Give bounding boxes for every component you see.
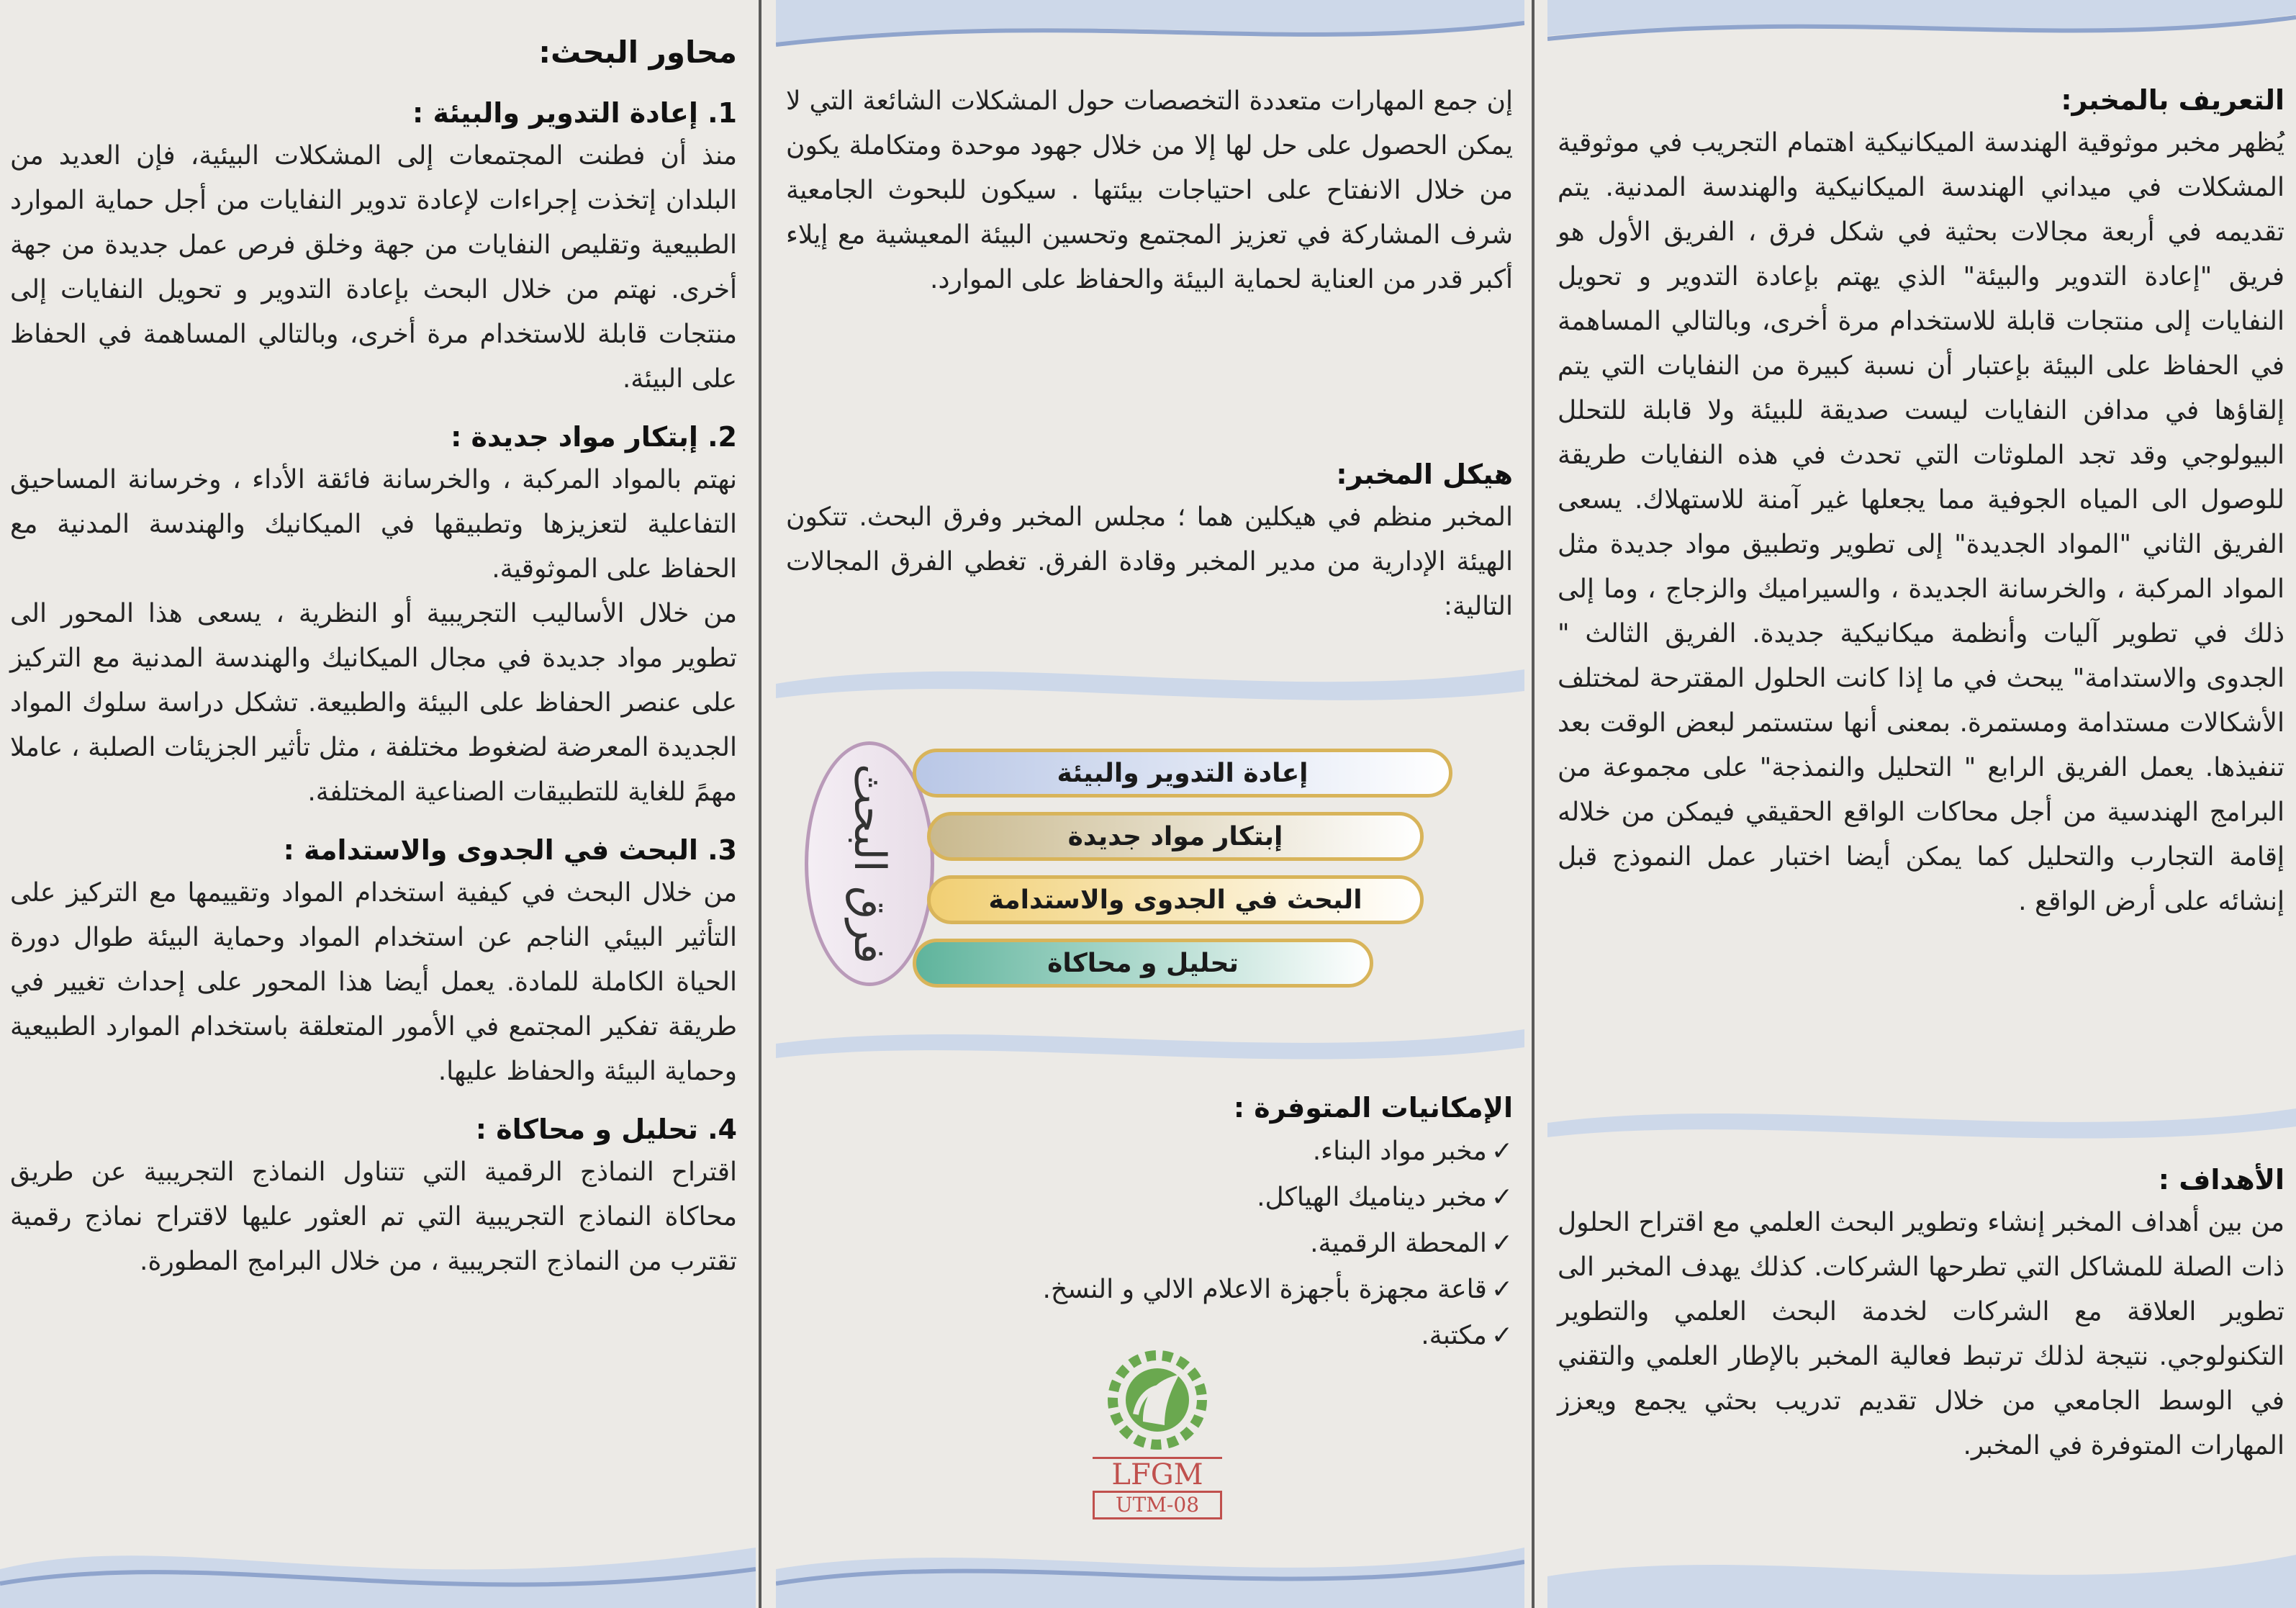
facilities-heading: الإمكانيات المتوفرة : [1233,1092,1513,1124]
facility-item: ✓المحطة الرقمية. [1310,1229,1513,1258]
team-analysis-simulation [913,939,1373,988]
definition-block [1558,79,2284,924]
axis-paragraph-3: من خلال البحث في كيفية استخدام المواد وتقييمها مع التركيز على التأثير البيئي الناجم عن استخدام المواد وحماية البيئة طوال دورة الحياة الكاملة للمادة. يعمل أيضا هذا المحور على إحداث تغيير في طريقة تفكير المجتمع في الأمور المتعلقة باستخدام الموارد الطبيعية وحماية البيئة والحفاظ عليها. [10,878,737,1086]
bottom-wave-decoration-mid [776,1526,1524,1608]
axis-paragraph-1: منذ أن فطنت المجتمعات إلى المشكلات البيئية، فإن العديد من البلدان إتخذت إجراءات لإعادة تدوير النفايات من أجل حماية الموارد الطبيعية وتقليص النفايات من جهة وخلق فرص عمل جديدة من جهة أخرى. نهتم من خلال البحث بإعادة التدوير و تحويل النفايات إلى منتجات قابلة للاستخدام مرة أخرى، وبالتالي المساهمة في الحفاظ على البيئة. [10,141,737,394]
panel-research-axes [0,0,756,1608]
axis-heading-1: 1. إعادة التدوير والبيئة : [412,97,737,129]
team-feasibility-sustainability [927,875,1424,924]
team-label-2: إبتكار مواد جديدة [1067,821,1283,852]
definition-heading: التعريف بالمخبر: [2061,84,2284,116]
panel-lab-definition [1547,0,2296,1608]
axis-paragraph-4: اقتراح النماذج الرقمية التي تتناول النماذج التجريبية عن طريق محاكاة النماذج التجريبية التي تم العثور عليها لاقتراح نماذج رقمية تقترب من النماذج التجريبية ، من خلال البرامج المطورة. [10,1157,737,1276]
mid-wave-decoration-1 [776,648,1524,705]
team-label-4: تحليل و محاكاة [1047,948,1239,978]
axis-section-1 [10,92,737,402]
axis-section-4 [10,1108,737,1284]
facility-item: ✓مخبر ديناميك الهياكل. [1257,1183,1513,1212]
axis-section-3 [10,829,737,1094]
team-new-materials [927,812,1424,861]
fold-divider-left [759,0,761,1608]
structure-paragraph: المخبر منظم في هيكلين هما ؛ مجلس المخبر وفرق البحث. تتكون الهيئة الإدارية من مدير المخبر وقادة الفرق. تغطي الفرق المجالات التالية: [786,502,1513,621]
research-axes-title: محاور البحث: [538,35,737,70]
lab-logo [1093,1346,1222,1517]
check-icon: ✓ [1491,1321,1513,1350]
bottom-wave-decoration [0,1519,756,1608]
axis-section-2 [10,416,737,815]
team-label-3: البحث في الجدوى والاستدامة [988,885,1362,915]
facility-item: ✓مخبر مواد البناء. [1312,1137,1513,1166]
facility-item: ✓مكتبة. [1421,1321,1513,1350]
facilities-block [786,1087,1513,1359]
check-icon: ✓ [1491,1275,1513,1304]
top-wave-decoration-right [1547,0,2296,65]
intro-block [786,79,1513,302]
team-recycling-environment [913,749,1452,798]
mid-wave-decoration-right [1547,1094,2296,1144]
top-wave-decoration [776,0,1524,65]
check-icon: ✓ [1491,1183,1513,1212]
intro-paragraph: إن جمع المهارات متعددة التخصصات حول المشكلات الشائعة التي لا يمكن الحصول على حل لها إلا من خلال جهود موحدة ومتكاملة يكون من خلال الانفتاح على احتياجات بيئتها . سيكون للبحوث الجامعية شرف المشاركة في تعزيز المجتمع وتحسين البيئة المعيشية مع إيلاء أكبر قدر من العناية لحماية البيئة والحفاظ على الموارد. [786,86,1513,294]
goals-heading: الأهداف : [2158,1164,2284,1196]
structure-block [786,453,1513,629]
facility-item: ✓قاعة مجهزة بأجهزة الاعلام الالي و النسخ. [1042,1275,1513,1304]
check-icon: ✓ [1491,1229,1513,1258]
goals-block [1558,1159,2284,1468]
structure-heading: هيكل المخبر: [1336,459,1513,490]
axis-heading-4: 4. تحليل و محاكاة : [475,1114,737,1145]
logo-title: LFGM [1093,1457,1222,1491]
mid-wave-decoration-2 [776,1015,1524,1065]
bottom-wave-decoration-right [1547,1540,2296,1608]
teams-oval-label: فرق البحث [844,763,895,965]
logo-subtitle: UTM-08 [1093,1491,1222,1519]
research-axes-column [10,32,737,1284]
facilities-list [786,1129,1513,1359]
definition-paragraph: يُظهر مخبر موثوقية الهندسة الميكانيكية اهتمام التجريب في موثوقية المشكلات في ميداني الهندسة الميكانيكية والهندسة المدنية. يتم تقديمه في أربعة مجالات بحثية في شكل فرق ، الفريق الأول هو فريق "إعادة التدوير والبيئة" الذي يهتم بإعادة التدوير و تحويل النفايات إلى منتجات قابلة للاستخدام مرة أخرى، وبالتالي المساهمة في الحفاظ على البيئة بإعتبار أن نسبة كبيرة من النفايات التي يتم إلقاؤها في مدافن النفايات ليست صديقة للبيئة ولا قابلة للتحلل البيولوجي وقد تجد الملوثات التي تحدث في هذه النفايات طريقة للوصول الى المياه الجوفية مما يجعلها غير آمنة للاستهلاك. يسعى الفريق الثاني "المواد الجديدة" إلى تطوير وتطبيق مواد جديدة مثل المواد المركبة ، والخرسانة الجديدة ، والسيراميك والزجاج ، وما إلى ذلك في تطوير آليات وأنظمة ميكانيكية جديدة. الفريق الثالث " الجدوى والاستدامة" يبحث في ما إذا كانت الحلول المقترحة لمختلف الأشكالات مستدامة ومستمرة. بمعنى أنها ستستمر لبعض الوقت بعد تنفيذها. يعمل الفريق الرابع " التحليل والنمذجة" على مجموعة من البرامج الهندسية من أجل محاكات الواقع الحقيقي فيمكن من خلاله إقامة التجارب والتحليل كما يمكن أيضا اختبار عمل النموذج قبل إنشائه على أرض الواقع . [1558,128,2284,916]
fold-divider-right [1532,0,1535,1608]
axis-heading-3: 3. البحث في الجدوى والاستدامة : [283,834,737,866]
goals-paragraph: من بين أهداف المخبر إنشاء وتطوير البحث العلمي مع اقتراح الحلول ذات الصلة للمشاكل التي تطرحها الشركات. كذلك يهدف المخبر الى تطوير العلاقة مع الشركات لخدمة البحث العلمي والتطوير التكنولوجي. نتيجة لذلك ترتبط فعالية المخبر بالإطار العلمي والتقني في الوسط الجامعي من خلال تقديم تدريب بحثي يجمع ويعزز المهارات المتوفرة في المخبر. [1558,1208,2284,1460]
axis-heading-2: 2. إبتكار مواد جديدة : [451,421,737,453]
axis-paragraph-2a: نهتم بالمواد المركبة ، والخرسانة فائقة الأداء ، وخرسانة المساحيق التفاعلية لتعزيزها وتطبيقها في الميكانيك والهندسة المدنية مع الحفاظ على الموثوقية. [10,465,737,584]
panel-lab-structure [776,0,1524,1608]
axis-paragraph-2b: من خلال الأساليب التجريبية أو النظرية ، يسعى هذا المحور الى تطوير مواد جديدة في مجال الميكانيك والهندسة المدنية مع التركيز على عنصر الحفاظ على البيئة والطبيعة. تشكل دراسة سلوك المواد الجديدة المعرضة لضغوط مختلفة ، مثل تأثير الجزيئات الصلبة ، عاملا مهمً للغاية للتطبيقات الصناعية المختلفة. [10,599,737,807]
team-label-1: إعادة التدوير والبيئة [1057,758,1309,788]
gear-leaf-logo-icon [1093,1346,1222,1454]
research-teams-diagram [805,727,1510,1008]
check-icon: ✓ [1491,1137,1513,1166]
